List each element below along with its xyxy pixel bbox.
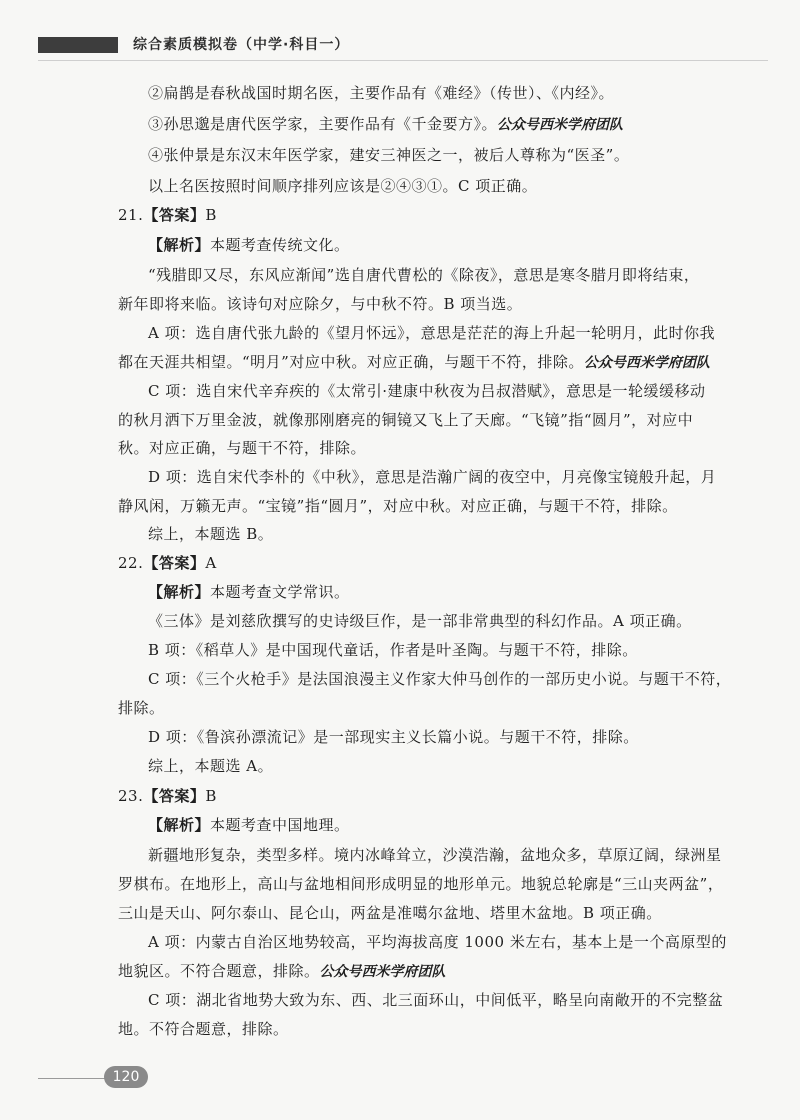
analysis-heading: 【解析】本题考查传统文化。 bbox=[148, 236, 350, 254]
text-line: D 项：选自宋代李朴的《中秋》，意思是浩瀚广阔的夜空中，月亮像宝镜般升起，月 bbox=[148, 468, 717, 486]
text-line: 综上，本题选 A。 bbox=[148, 757, 274, 775]
text-line: 静风闲，万籁无声。“宝镜”指“圆月”，对应中秋。对应正确，与题干不符，排除。 bbox=[118, 497, 678, 515]
text-line: 地。不符合题意，排除。 bbox=[118, 1020, 289, 1038]
answer-heading: 22.【答案】A bbox=[118, 554, 217, 572]
page-header-title: 综合素质模拟卷（中学·科目一） bbox=[133, 37, 350, 53]
text-line: 地貌区。不符合题意，排除。公众号西米学府团队 bbox=[118, 962, 446, 980]
text-line: 新疆地形复杂，类型多样。境内冰峰耸立，沙漠浩瀚，盆地众多，草原辽阔，绿洲星 bbox=[148, 846, 722, 864]
text-line: 三山是天山、阿尔泰山、昆仑山，两盆是准噶尔盆地、塔里木盆地。B 项正确。 bbox=[118, 904, 662, 922]
text-line: 的秋月洒下万里金波，就像那刚磨亮的铜镜又飞上了天廊。“飞镜”指“圆月”，对应中 bbox=[118, 411, 694, 429]
analysis-heading: 【解析】本题考查文学常识。 bbox=[148, 583, 350, 601]
text-line: “残腊即又尽，东风应渐闻”选自唐代曹松的《除夜》，意思是寒冬腊月即将结束， bbox=[148, 266, 700, 284]
answer-heading: 23.【答案】B bbox=[118, 787, 217, 805]
text-line: B 项：《稻草人》是中国现代童话，作者是叶圣陶。与题干不符，排除。 bbox=[148, 641, 638, 659]
text-line: C 项：湖北省地势大致为东、西、北三面环山，中间低平，略呈向南敞开的不完整盆 bbox=[148, 991, 724, 1009]
answer-heading: 21.【答案】B bbox=[118, 206, 217, 224]
text-line: 秋。对应正确，与题干不符，排除。 bbox=[118, 439, 367, 457]
text-line: A 项：选自唐代张九龄的《望月怀远》，意思是茫茫的海上升起一轮明月，此时你我 bbox=[148, 324, 716, 342]
text-line: 新年即将来临。该诗句对应除夕，与中秋不符。B 项当选。 bbox=[118, 295, 523, 313]
text-line: C 项：选自宋代辛弃疾的《太常引·建康中秋夜为吕叔潜赋》，意思是一轮缓缓移动 bbox=[148, 382, 706, 400]
text-line: C 项：《三个火枪手》是法国浪漫主义作家大仲马创作的一部历史小说。与题干不符， bbox=[148, 670, 732, 688]
page-number: 120 bbox=[104, 1066, 148, 1088]
text-line: ②扁鹊是春秋战国时期名医，主要作品有《难经》（传世）、《内经》。 bbox=[148, 84, 615, 102]
text-line: 排除。 bbox=[118, 699, 165, 717]
footer-divider bbox=[38, 1078, 108, 1079]
text-line: ④张仲景是东汉末年医学家，建安三神医之一，被后人尊称为“医圣”。 bbox=[148, 146, 630, 164]
text-line: ③孙思邈是唐代医学家，主要作品有《千金要方》。公众号西米学府团队 bbox=[148, 115, 624, 133]
analysis-heading: 【解析】本题考查中国地理。 bbox=[148, 816, 350, 834]
text-line: A 项：内蒙古自治区地势较高，平均海拔高度 1000 米左右，基本上是一个高原型的 bbox=[148, 933, 727, 951]
text-line: D 项：《鲁滨孙漂流记》是一部现实主义长篇小说。与题干不符，排除。 bbox=[148, 728, 639, 746]
text-line: 综上，本题选 B。 bbox=[148, 525, 274, 543]
watermark-note: 公众号西米学府团队 bbox=[497, 117, 624, 133]
text-line: 以上名医按照时间顺序排列应该是②④③①。C 项正确。 bbox=[148, 177, 538, 195]
watermark-note: 公众号西米学府团队 bbox=[583, 355, 710, 371]
text-line: 《三体》是刘慈欣撰写的史诗级巨作，是一部非常典型的科幻作品。A 项正确。 bbox=[148, 612, 692, 630]
text-line: 罗棋布。在地形上，高山与盆地相间形成明显的地形单元。地貌总轮廓是“三山夹两盆”， bbox=[118, 875, 724, 893]
text-line: 都在天涯共相望。“明月”对应中秋。对应正确，与题干不符，排除。公众号西米学府团队 bbox=[118, 353, 710, 371]
watermark-note: 公众号西米学府团队 bbox=[319, 964, 446, 980]
